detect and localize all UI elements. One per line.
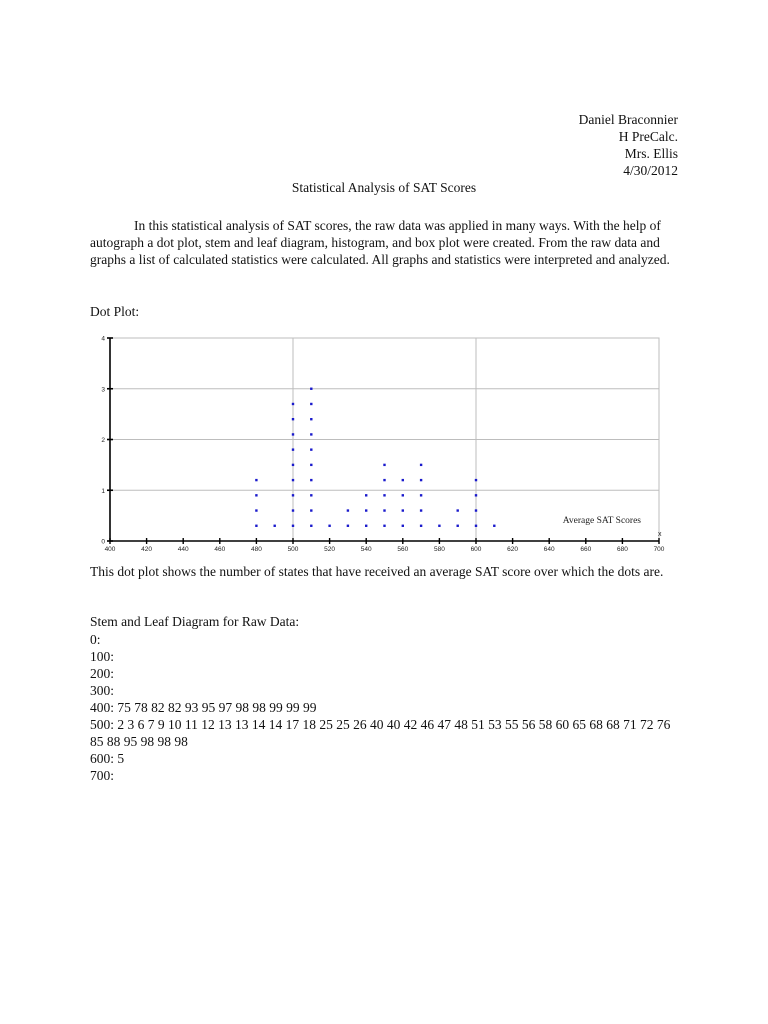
x-tick-label-580: 580 — [433, 546, 445, 553]
stem-row-200: 200: — [90, 666, 115, 681]
x-tick-label-700: 700 — [653, 546, 665, 553]
x-tick-label-540: 540 — [360, 546, 372, 553]
x-tick-label-480: 480 — [250, 546, 262, 553]
data-dot — [475, 509, 477, 511]
data-dot — [383, 509, 385, 511]
data-dot — [292, 509, 294, 511]
data-dot — [310, 388, 312, 390]
data-dot — [255, 525, 257, 527]
stem-row-0: 0: — [90, 632, 101, 647]
data-dot — [310, 509, 312, 511]
data-dot — [310, 418, 312, 420]
stem-row-400: 400: 75 78 82 82 93 95 97 98 98 99 99 99 — [90, 700, 317, 715]
author-header — [579, 111, 678, 179]
data-dot — [292, 403, 294, 405]
data-dot — [383, 464, 385, 466]
data-dot — [383, 525, 385, 527]
stem-leaf-list — [90, 631, 680, 784]
data-dot — [310, 494, 312, 496]
data-dot — [292, 418, 294, 420]
teacher-name: Mrs. Ellis — [624, 146, 678, 161]
x-tick-label-520: 520 — [324, 546, 336, 553]
data-dot — [475, 479, 477, 481]
x-tick-label-440: 440 — [177, 546, 189, 553]
dot-plot-heading: Dot Plot: — [90, 304, 140, 319]
x-tick-label-680: 680 — [616, 546, 628, 553]
y-tick-label-2: 2 — [101, 437, 105, 444]
data-dot — [292, 448, 294, 450]
data-dot — [255, 479, 257, 481]
data-dot — [328, 525, 330, 527]
x-tick-label-660: 660 — [580, 546, 592, 553]
data-dot — [310, 433, 312, 435]
stem-row-500: 500: 2 3 6 7 9 10 11 12 13 13 14 14 17 18 25 25 26 40 40 42 46 47 48 51 53 55 56 58 60 65 68 68 71 72 76 85 88 95 98 98 98 — [90, 717, 671, 749]
dot-plot-caption: This dot plot shows the number of states that have received an average SAT score over which the dots are. — [90, 564, 664, 579]
data-dot — [420, 479, 422, 481]
x-tick-label-420: 420 — [141, 546, 153, 553]
course-name: H PreCalc. — [618, 129, 678, 144]
data-dot — [457, 525, 459, 527]
x-tick-label-460: 460 — [214, 546, 226, 553]
data-dot — [365, 494, 367, 496]
x-axis-letter: x — [658, 531, 662, 538]
data-dot — [365, 509, 367, 511]
document-date: 4/30/2012 — [623, 163, 678, 178]
data-dot — [274, 525, 276, 527]
data-dot — [292, 479, 294, 481]
x-tick-label-560: 560 — [397, 546, 409, 553]
y-tick-label-1: 1 — [101, 487, 105, 495]
data-dot — [365, 525, 367, 527]
data-dot — [383, 494, 385, 496]
data-dot — [420, 509, 422, 511]
data-dot — [402, 525, 404, 527]
x-tick-label-640: 640 — [543, 546, 555, 553]
x-tick-label-620: 620 — [507, 546, 519, 553]
data-dot — [347, 509, 349, 511]
y-tick-label-3: 3 — [101, 386, 105, 394]
data-dot — [292, 464, 294, 466]
stem-row-300: 300: — [90, 683, 115, 698]
intro-paragraph: In this statistical analysis of SAT scores, the raw data was applied in many ways. With the help of autograph a dot plot, stem and leaf diagram, histogram, and box plot were created. From the raw data and graphs a list of calculated statistics were calculated. All graphs and statistics were interpreted and analyzed. — [90, 218, 670, 267]
data-dot — [402, 479, 404, 481]
y-tick-label-0: 0 — [101, 538, 105, 546]
data-dot — [438, 525, 440, 527]
data-dot — [493, 525, 495, 527]
stem-row-100: 100: — [90, 649, 115, 664]
dot-plot-svg — [92, 330, 672, 560]
author-name: Daniel Braconnier — [578, 112, 678, 127]
data-dot — [292, 494, 294, 496]
document-title: Statistical Analysis of SAT Scores — [291, 180, 477, 195]
x-tick-label-500: 500 — [287, 546, 299, 553]
data-dot — [310, 464, 312, 466]
data-dot — [402, 494, 404, 496]
data-dot — [383, 479, 385, 481]
data-dot — [402, 509, 404, 511]
data-dot — [310, 525, 312, 527]
y-tick-label-4: 4 — [101, 335, 105, 343]
data-dot — [420, 494, 422, 496]
data-dot — [457, 509, 459, 511]
data-dot — [420, 464, 422, 466]
stem-leaf-heading: Stem and Leaf Diagram for Raw Data: — [90, 614, 300, 629]
data-dot — [310, 403, 312, 405]
data-dot — [475, 525, 477, 527]
x-tick-label-400: 400 — [104, 546, 116, 553]
stem-row-700: 700: — [90, 768, 115, 783]
data-dot — [292, 525, 294, 527]
data-dot — [420, 525, 422, 527]
dot-plot-chart — [92, 330, 672, 560]
data-dot — [255, 494, 257, 496]
x-tick-label-600: 600 — [470, 546, 482, 553]
x-axis-label: Average SAT Scores — [562, 516, 641, 526]
data-dot — [347, 525, 349, 527]
data-dot — [310, 448, 312, 450]
data-dot — [255, 509, 257, 511]
data-dot — [310, 479, 312, 481]
stem-row-600: 600: 5 — [90, 751, 125, 766]
data-dot — [475, 494, 477, 496]
data-dot — [292, 433, 294, 435]
